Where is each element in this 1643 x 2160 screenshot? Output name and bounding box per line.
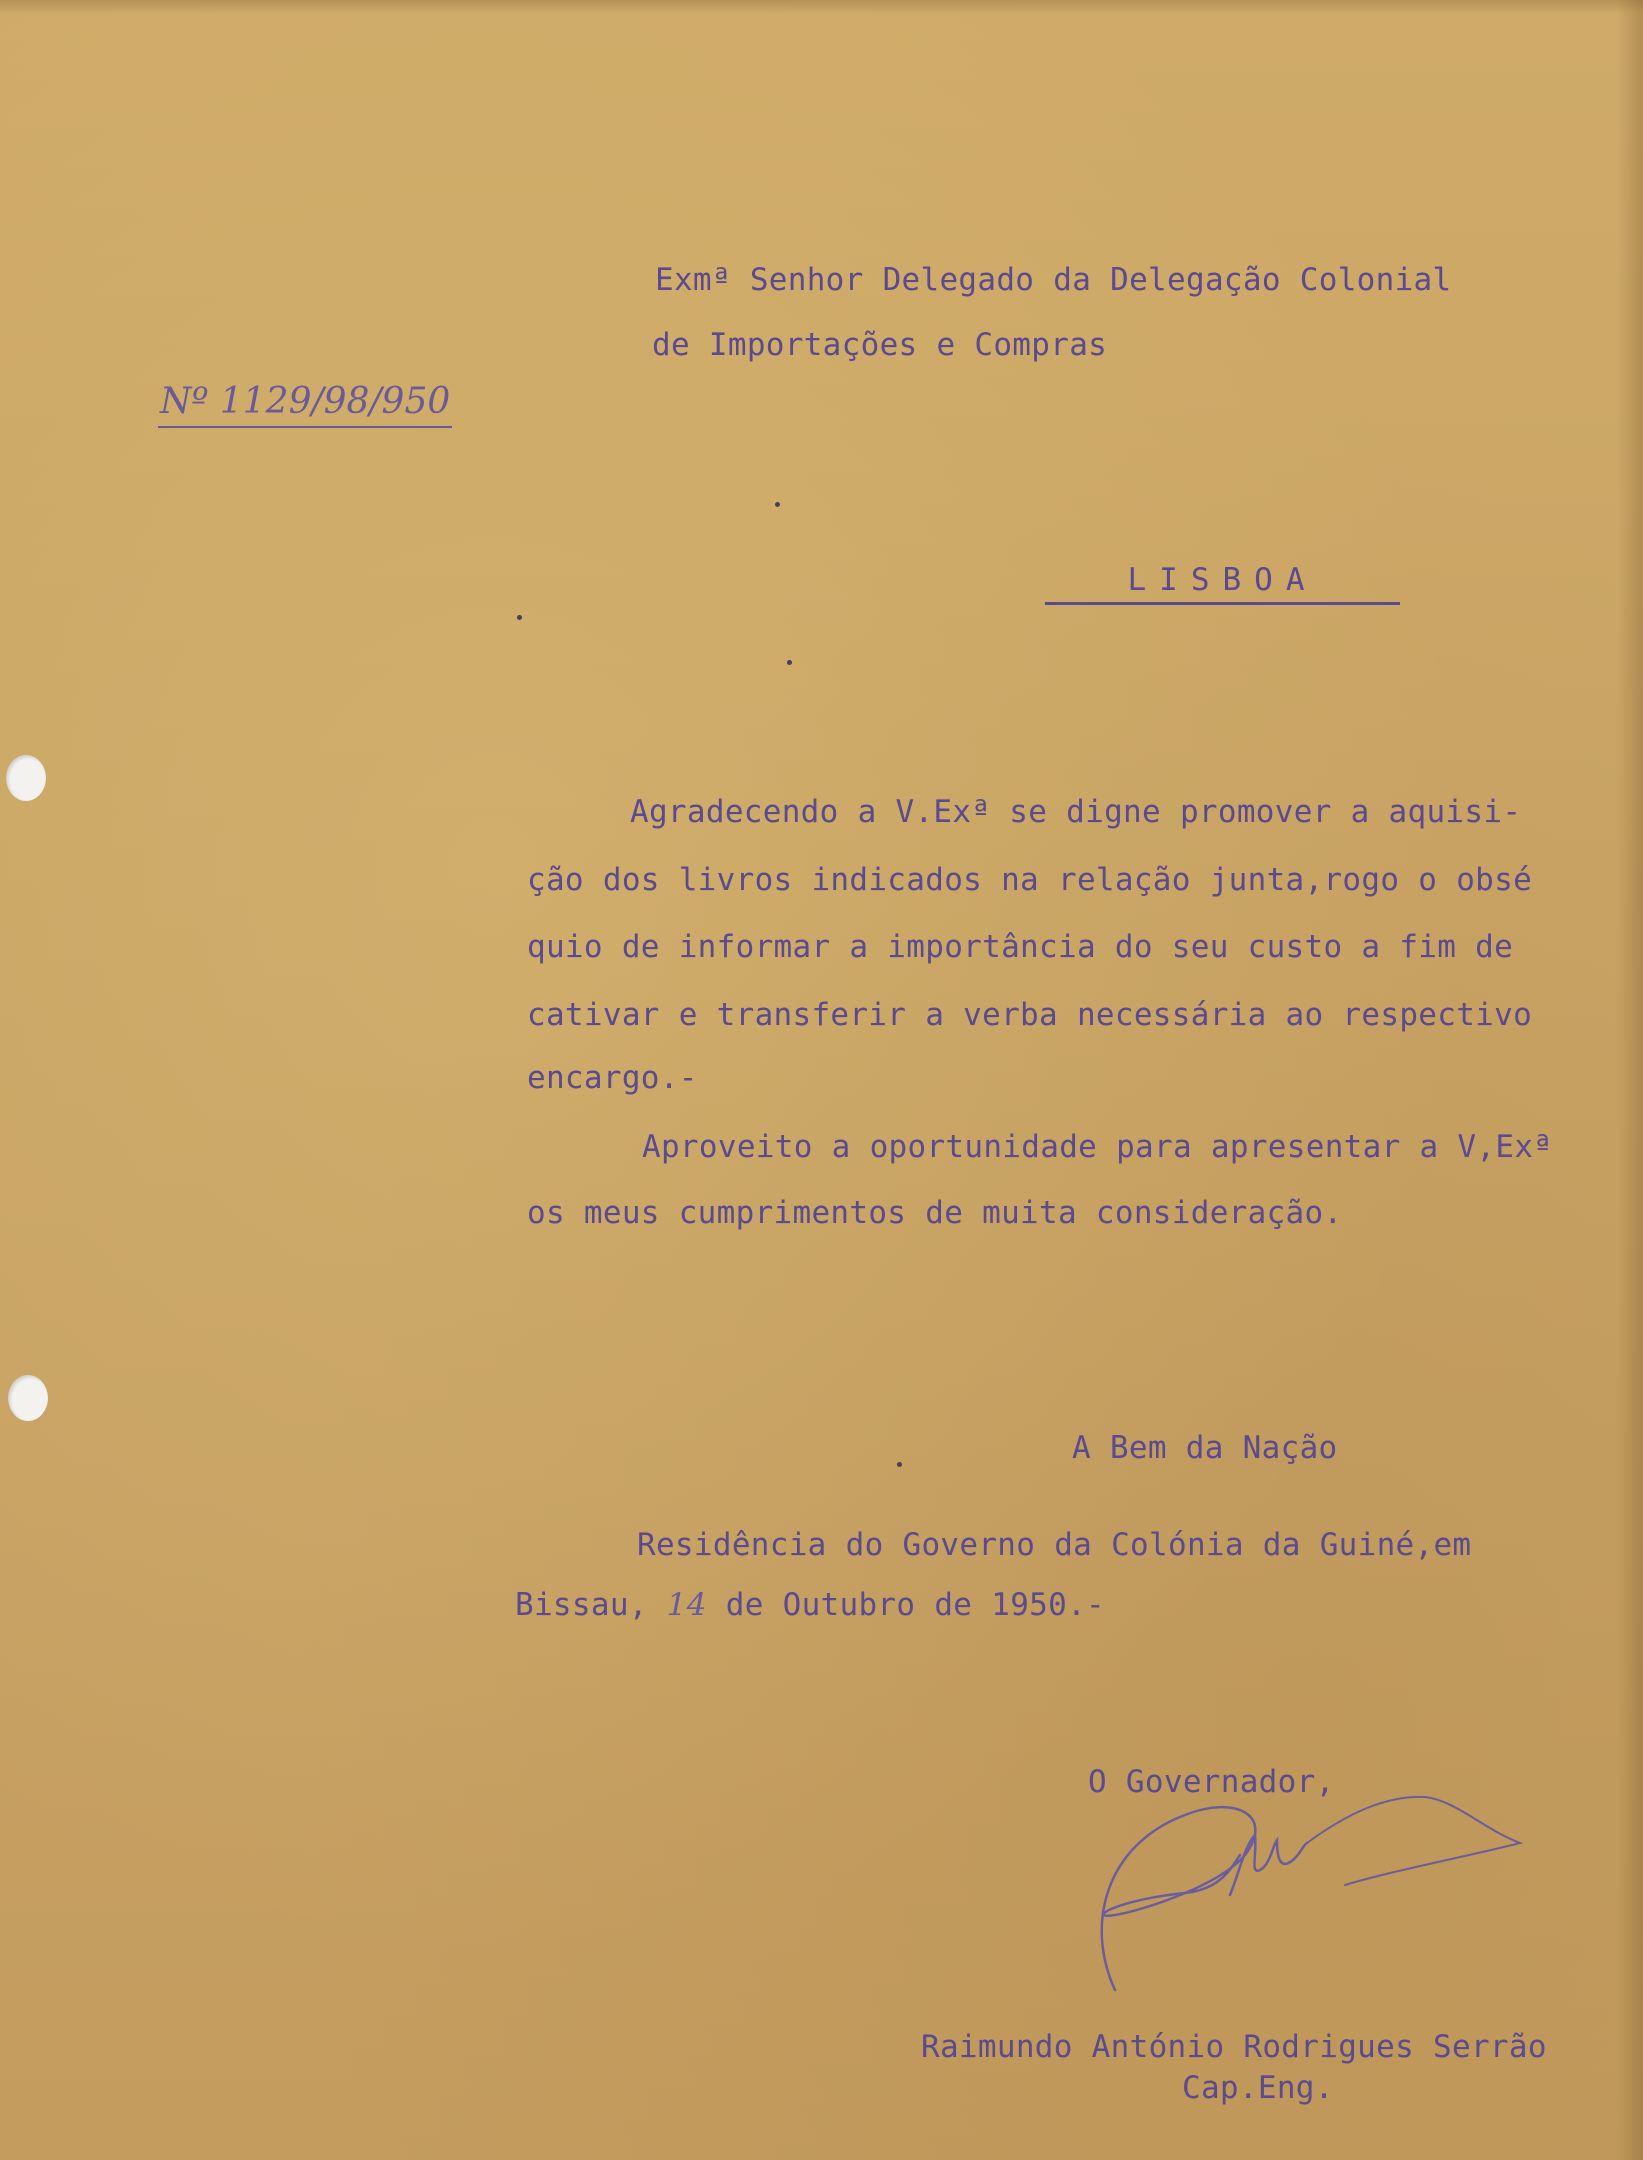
signatory-title: O Governador,	[1088, 1764, 1335, 1800]
body-line-6: Aproveito a oportunidade para apresentar a V,Exª	[642, 1129, 1553, 1165]
ink-speck	[787, 660, 792, 665]
body-line-3: quio de informar a importância do seu custo a fim de	[527, 929, 1514, 965]
city-heading: LISBOA	[1045, 560, 1400, 605]
signatory-name: Raimundo António Rodrigues Serrão	[921, 2029, 1547, 2065]
closing-formula: A Bem da Nação	[1072, 1430, 1338, 1466]
handwritten-signature	[1045, 1775, 1545, 2015]
body-line-2: ção dos livros indicados na relação junta,rogo o obsé	[527, 862, 1533, 898]
punch-hole-top	[6, 755, 46, 801]
ink-speck	[517, 615, 522, 620]
ink-speck	[897, 1462, 902, 1467]
addressee-line-2: de Importações e Compras	[652, 327, 1108, 363]
handwritten-day: 14	[666, 1587, 707, 1623]
addressee-line-1: Exmª Senhor Delegado da Delegação Colonial	[655, 262, 1452, 298]
punch-hole-bottom	[8, 1375, 48, 1421]
body-line-4: cativar e transferir a verba necessária ao respectivo	[527, 997, 1533, 1033]
date-text: de Outubro de 1950.-	[725, 1587, 1106, 1623]
body-line-5: encargo.-	[527, 1060, 698, 1096]
reference-number: Nº 1129/98/950	[158, 380, 452, 428]
place-date-line	[515, 1585, 1215, 1625]
body-line-7: os meus cumprimentos de muita consideração.	[527, 1195, 1343, 1231]
ink-speck	[775, 502, 780, 507]
place-line-1: Residência do Governo da Colónia da Guiné,em	[637, 1527, 1472, 1563]
body-line-1: Agradecendo a V.Exª se digne promover a aquisi-	[630, 794, 1522, 830]
signatory-rank: Cap.Eng.	[1182, 2070, 1334, 2106]
place-name: Bissau,	[515, 1587, 648, 1623]
paper-edge-top	[0, 0, 1643, 14]
